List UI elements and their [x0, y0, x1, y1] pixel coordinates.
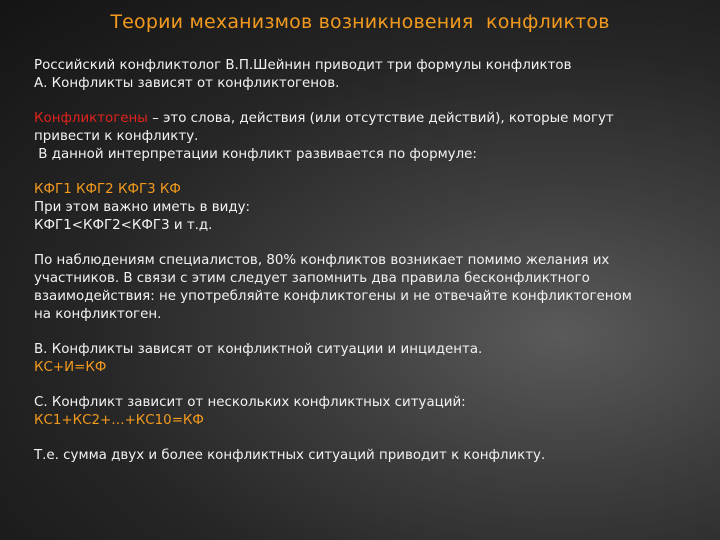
- definition-line: [34, 110, 706, 128]
- paragraph-conclusion: [34, 447, 706, 465]
- formula-a: КФГ1 КФГ2 КФГ3 КФ: [34, 182, 181, 197]
- formula-b: КС+И=КФ: [34, 360, 107, 375]
- observation-line-3: взаимодействия: не употребляйте конфликтогены и не отвечайте конфликтогеном: [34, 289, 632, 304]
- inequality-line: КФГ1<КФГ2<КФГ3 и т.д.: [34, 218, 213, 233]
- note-line: При этом важно иметь в виду:: [34, 200, 251, 215]
- paragraph-definition: [34, 110, 706, 164]
- observation-line-4: на конфликтоген.: [34, 307, 162, 322]
- formula-c: КС1+КС2+…+КС10=КФ: [34, 413, 204, 428]
- slide-title: Теории механизмов возникновения конфликтов: [110, 11, 610, 33]
- intro-line: Российский конфликтолог В.П.Шейнин приводит три формулы конфликтов: [34, 58, 572, 73]
- observation-line-2: участников. В связи с этим следует запомнить два правила бесконфликтного: [34, 271, 590, 286]
- paragraph-intro: [34, 57, 706, 93]
- paragraph-section-c: [34, 394, 706, 430]
- definition-line-2: привести к конфликту.: [34, 129, 199, 144]
- section-c-heading: С. Конфликт зависит от нескольких конфликтных ситуаций:: [34, 395, 466, 410]
- definition-text: – это слова, действия (или отсутствие действий), которые могут: [147, 111, 614, 126]
- section-b-heading: В. Конфликты зависят от конфликтной ситуации и инцидента.: [34, 342, 483, 357]
- conclusion-line: Т.е. сумма двух и более конфликтных ситуаций приводит к конфликту.: [34, 448, 546, 463]
- section-a-heading: А. Конфликты зависят от конфликтогенов.: [34, 76, 340, 91]
- paragraph-observations: [34, 252, 706, 324]
- interpretation-line: В данной интерпретации конфликт развивается по формуле:: [34, 147, 477, 162]
- term-highlight: Конфликтогены: [34, 111, 148, 126]
- observation-line-1: По наблюдениям специалистов, 80% конфликтов возникает помимо желания их: [34, 253, 610, 268]
- paragraph-section-b: [34, 341, 706, 377]
- paragraph-formula-a: [34, 181, 706, 235]
- slide-body: [34, 57, 706, 482]
